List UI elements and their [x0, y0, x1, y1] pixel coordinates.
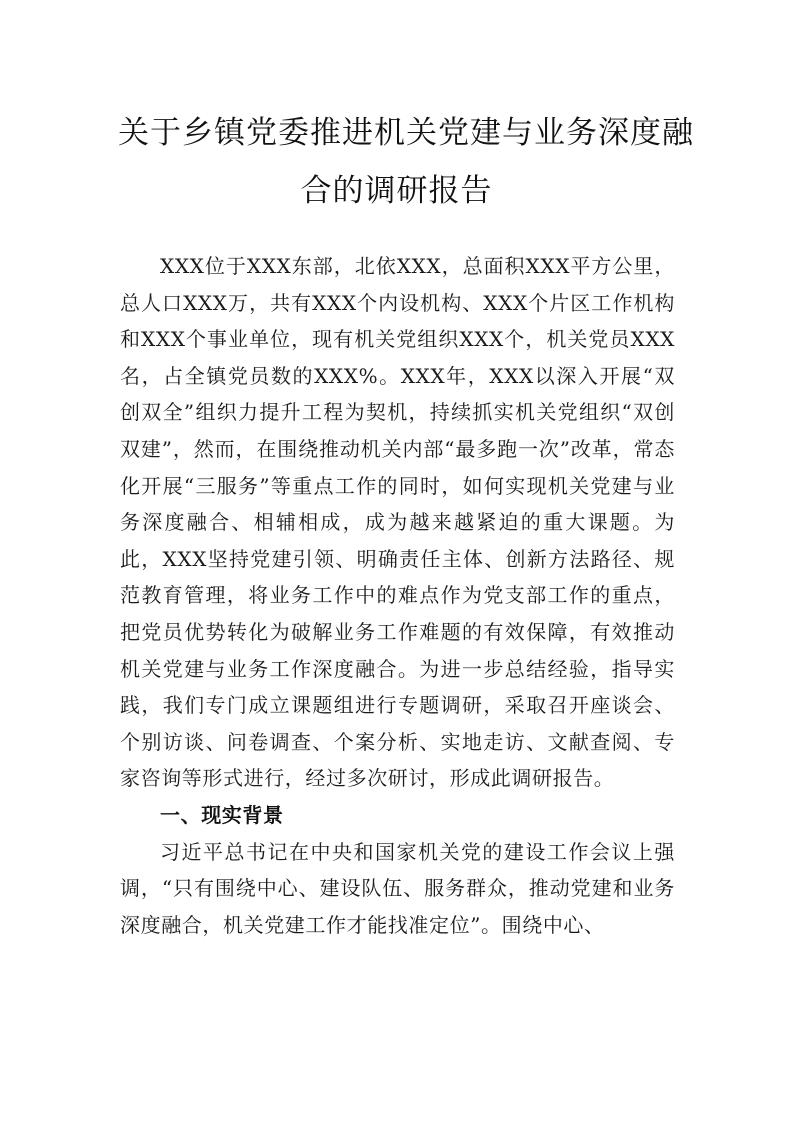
document-body: [120, 248, 675, 943]
document-title-line-1: 关于乡镇党委推进机关党建与业务深度融: [118, 115, 694, 151]
document-title-line-2: 合的调研报告: [300, 173, 493, 209]
section-heading-background: 一、现实背景: [160, 802, 284, 827]
document-title: [118, 104, 694, 220]
section-1-paragraph: 习近平总书记在中央和国家机关党的建设工作会议上强调，“只有围绕中心、建设队伍、服务群众，推动党建和业务深度融合，机关党建工作才能找准定位”。围绕中心、: [120, 839, 675, 937]
intro-paragraph: XXX位于XXX东部，北依XXX，总面积XXX平方公里，总人口XXX万，共有XXX个内设机构、XXX个片区工作机构和XXX个事业单位，现有机关党组织XXX个，机关党员XXX名，占全镇党员数的XXX%。XXX年，XXX以深入开展“双创双全”组织力提升工程为契机，持续抓实机关党组织“双创双建”，然而，在围绕推动机关内部“最多跑一次”改革，常态化开展“三服务”等重点工作的同时，如何实现机关党建与业务深度融合、相辅相成，成为越来越紧迫的重大课题。为此，XXX坚持党建引领、明确责任主体、创新方法路径、规范教育管理，将业务工作中的难点作为党支部工作的重点，把党员优势转化为破解业务工作难题的有效保障，有效推动机关党建与业务工作深度融合。为进一步总结经验，指导实践，我们专门成立课题组进行专题调研，采取召开座谈会、个别访谈、问卷调查、个案分析、实地走访、文献查阅、专家咨询等形式进行，经过多次研讨，形成此调研报告。: [120, 254, 675, 791]
